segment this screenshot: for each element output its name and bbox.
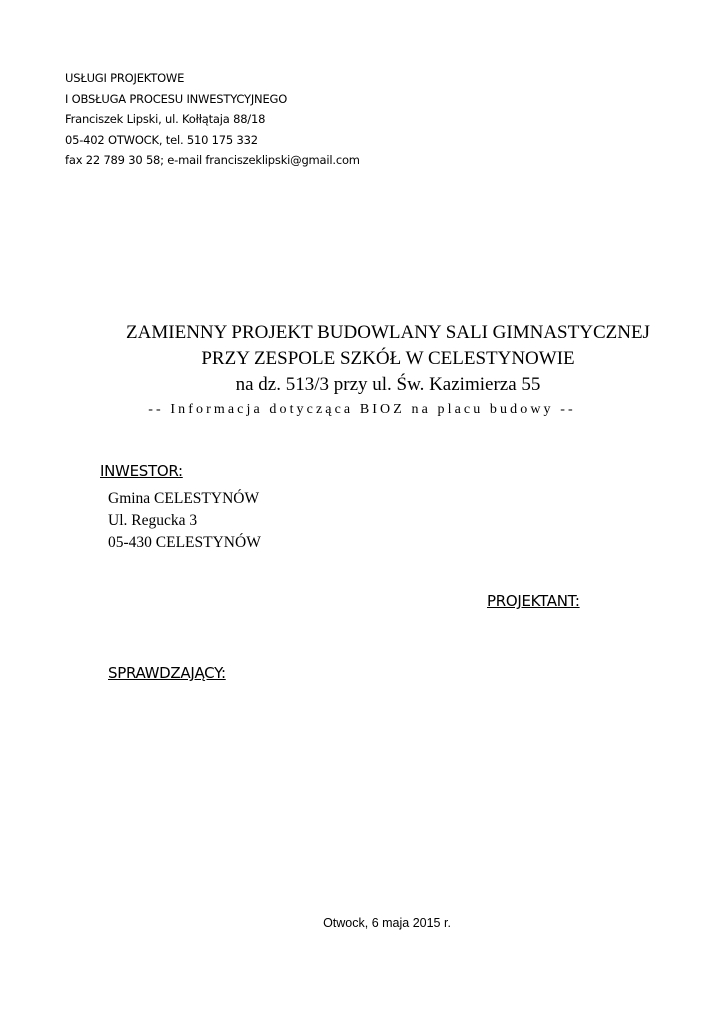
- company-address: Franciszek Lipski, ul. Kołłątaja 88/18: [65, 112, 266, 126]
- company-city-phone: 05-402 OTWOCK, tel. 510 175 332: [65, 132, 258, 147]
- company-service: I OBSŁUGA PROCESU INWESTYCYJNEGO: [65, 91, 288, 106]
- title-line-2: PRZY ZESPOLE SZKÓŁ W CELESTYNOWIE: [201, 348, 575, 369]
- investor-details: [108, 488, 261, 554]
- investor-street: Ul. Regucka 3: [108, 512, 198, 529]
- investor-name: Gmina CELESTYNÓW: [108, 490, 260, 507]
- document-title: [0, 320, 724, 421]
- document-subtitle: -- Informacja dotycząca BIOZ na placu budowy --: [148, 402, 576, 417]
- company-header: [65, 68, 360, 171]
- verifier-heading: SPRAWDZAJĄCY:: [108, 664, 226, 682]
- document-date: Otwock, 6 maja 2015 r.: [323, 916, 451, 930]
- investor-heading: INWESTOR:: [100, 462, 183, 480]
- title-line-1: ZAMIENNY PROJEKT BUDOWLANY SALI GIMNASTYCZNEJ: [126, 322, 650, 343]
- company-fax-email: fax 22 789 30 58; e-mail franciszeklipski@gmail.com: [65, 153, 360, 167]
- company-name: USŁUGI PROJEKTOWE: [65, 71, 185, 85]
- title-line-3: na dz. 513/3 przy ul. Św. Kazimierza 55: [235, 374, 541, 395]
- designer-heading: PROJEKTANT:: [487, 592, 580, 610]
- investor-city: 05-430 CELESTYNÓW: [108, 534, 261, 551]
